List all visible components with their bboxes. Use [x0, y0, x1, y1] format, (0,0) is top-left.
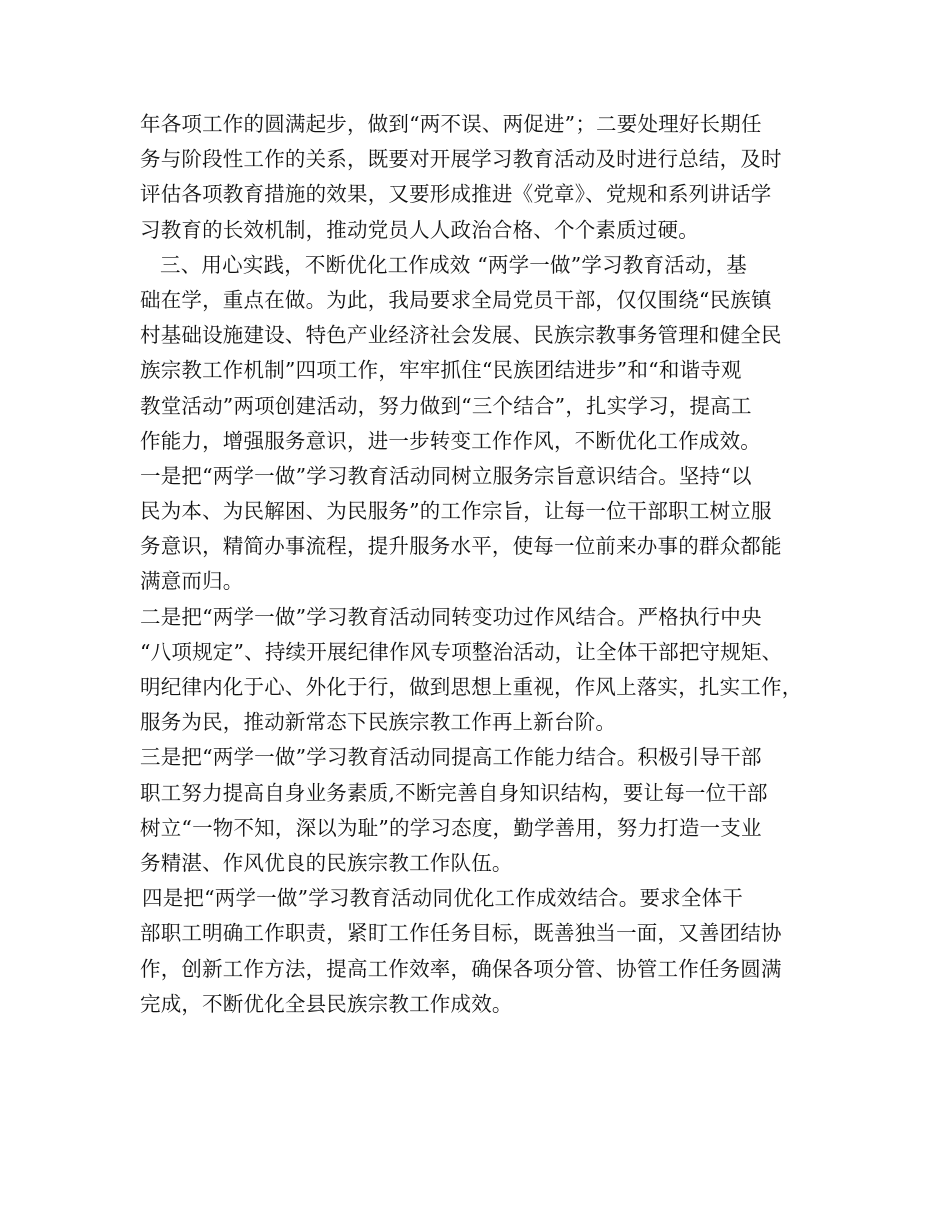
text-line: 教堂活动”两项创建活动，努力做到“三个结合”，扎实学习，提高工: [140, 393, 752, 418]
paragraph-continuation: [140, 107, 820, 248]
text-line: 年各项工作的圆满起步，做到“两不误、两促进”；二要处理好长期任: [140, 112, 762, 136]
text-line: 村基础设施建设、特色产业经济社会发展、民族宗教事务管理和健全民: [140, 323, 782, 348]
text-line: 三是把“两学一做”学习教育活动同提高工作能力结合。积极引导干部: [140, 745, 762, 770]
text-line: 一是把“两学一做”学习教育活动同树立服务宗旨意识结合。坚持“以: [140, 463, 752, 488]
text-line: 务与阶段性工作的关系，既要对开展学习教育活动及时进行总结，及时: [140, 147, 782, 172]
text-line: 树立“一物不知，深以为耻”的学习态度，勤学善用，努力打造一支业: [140, 815, 762, 840]
text-line: 满意而归。: [140, 569, 244, 594]
text-line: 习教育的长效机制，推动党员人人政治合格、个个素质过硬。: [140, 217, 699, 242]
paragraph-point-one: [140, 459, 820, 600]
paragraph-section-three: [140, 248, 820, 459]
text-line: 职工努力提高自身业务素质,不断完善自身知识结构，要让每一位干部: [140, 780, 768, 805]
text-line: 服务为民，推动新常态下民族宗教工作再上新台阶。: [140, 710, 617, 735]
text-line: 作能力，增强服务意识，进一步转变工作作风，不断优化工作成效。: [140, 428, 761, 453]
text-line: 二是把“两学一做”学习教育活动同转变功过作风结合。严格执行中央: [140, 604, 762, 629]
paragraph-point-four: [140, 881, 820, 1022]
paragraph-point-three: [140, 740, 820, 881]
section-heading-line: 三、用心实践，不断优化工作成效 “两学一做”学习教育活动，基: [160, 252, 747, 277]
text-line: 础在学，重点在做。为此，我局要求全局党员干部，仅仅围绕“民族镇: [140, 287, 772, 312]
text-line: 民为本、为民解困、为民服务”的工作宗旨，让每一位干部职工树立服: [140, 499, 772, 524]
document-body: [140, 107, 820, 1022]
text-line: 部职工明确工作职责，紧盯工作任务目标，既善独当一面，又善团结协: [140, 921, 782, 946]
text-line: 务精湛、作风优良的民族宗教工作队伍。: [140, 850, 513, 875]
text-line: 务意识，精简办事流程，提升服务水平，使每一位前来办事的群众都能: [140, 534, 782, 559]
text-line: 完成，不断优化全县民族宗教工作成效。: [140, 991, 513, 1016]
text-line: 评估各项教育措施的效果，又要形成推进《党章》、党规和系列讲话学: [140, 182, 772, 207]
text-line: 作，创新工作方法，提高工作效率，确保各项分管、协管工作任务圆满: [140, 956, 782, 981]
text-line: 明纪律内化于心、外化于行，做到思想上重视，作风上落实，扎实工作，: [140, 675, 803, 699]
text-line: 族宗教工作机制”四项工作，牢牢抓住“民族团结进步”和“和谐寺观: [140, 358, 742, 383]
text-line: “八项规定”、持续开展纪律作风专项整治活动，让全体干部把守规矩、: [140, 639, 783, 664]
text-line: 四是把“两学一做”学习教育活动同优化工作成效结合。要求全体干: [142, 886, 743, 911]
paragraph-point-two: [140, 600, 820, 741]
